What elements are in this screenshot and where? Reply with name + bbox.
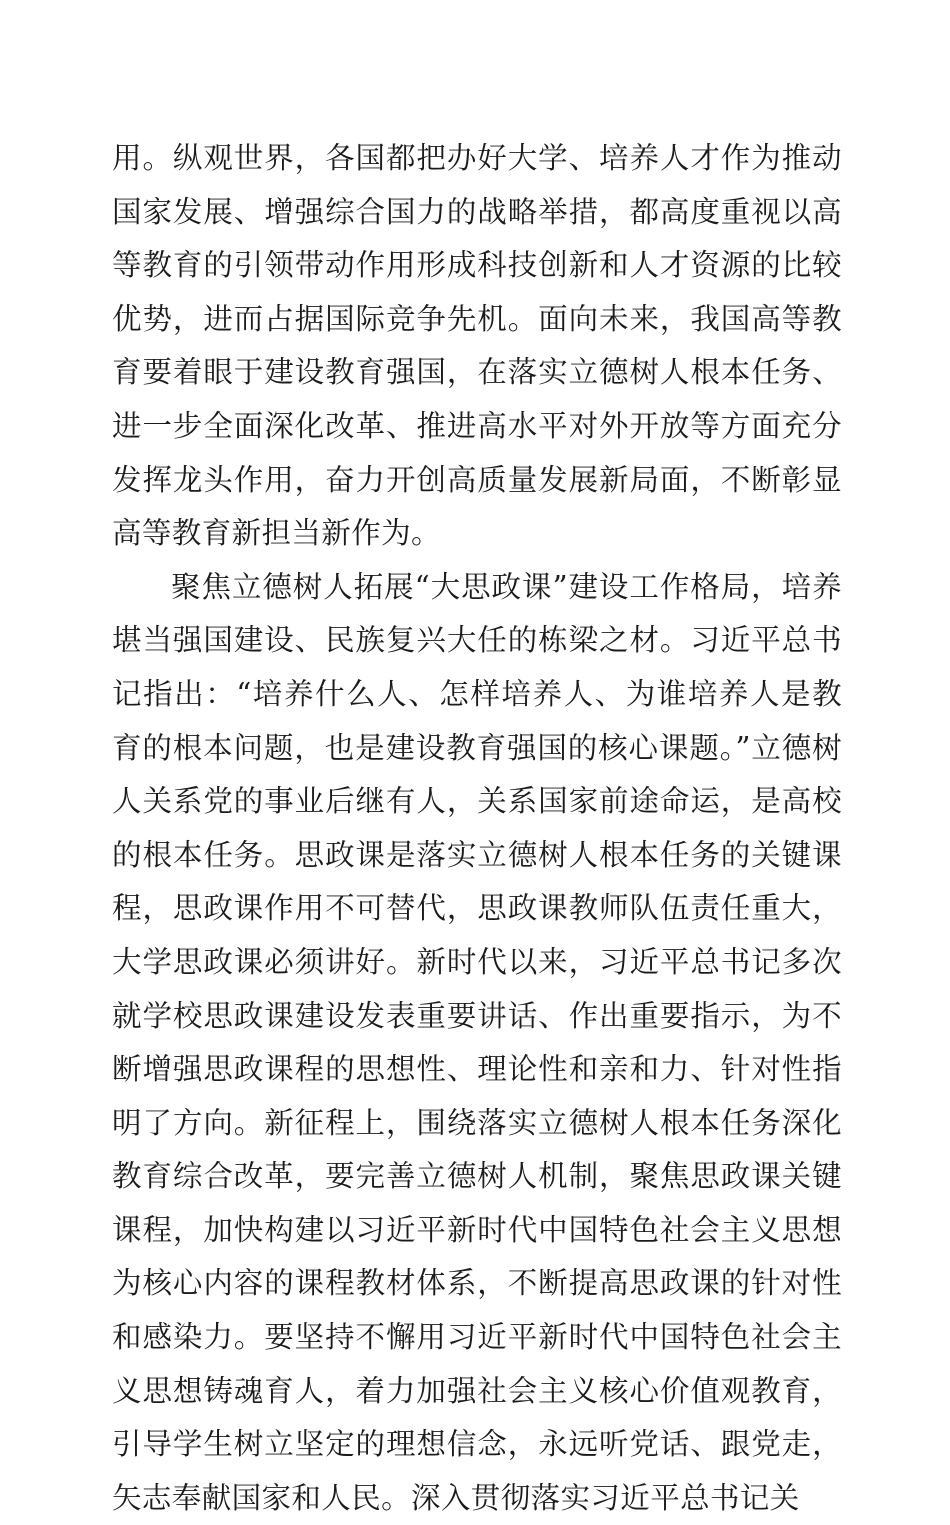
paragraph-1: 用。纵观世界，各国都把办好大学、培养人才作为推动国家发展、增强综合国力的战略举措，都高度重视以高等教育的引领带动作用形成科技创新和人才资源的比较优势，进而占据国际竞争先机。面向未来，我国高等教育要着眼于建设教育强国，在落实立德树人根本任务、进一步全面深化改革、推进高水平对外开放等方面充分发挥龙头作用，奋力开创高质量发展新局面，不断彰显高等教育新担当新作为。 [112,141,842,551]
document-body [112,132,842,1525]
paragraph-2: 聚焦立德树人拓展“大思政课”建设工作格局，培养堪当强国建设、民族复兴大任的栋梁之材。习近平总书记指出：“培养什么人、怎样培养人、为谁培养人是教育的根本问题，也是建设教育强国的核心课题。”立德树人关系党的事业后继有人，关系国家前途命运，是高校的根本任务。思政课是落实立德树人根本任务的关键课程，思政课作用不可替代，思政课教师队伍责任重大，大学思政课必须讲好。新时代以来，习近平总书记多次就学校思政课建设发表重要讲话、作出重要指示，为不断增强思政课程的思想性、理论性和亲和力、针对性指明了方向。新征程上，围绕落实立德树人根本任务深化教育综合改革，要完善立德树人机制，聚焦思政课关键课程，加快构建以习近平新时代中国特色社会主义思想为核心内容的课程教材体系，不断提高思政课的针对性和感染力。要坚持不懈用习近平新时代中国特色社会主义思想铸魂育人，着力加强社会主义核心价值观教育，引导学生树立坚定的理想信念，永远听党话、跟党走，矢志奉献国家和人民。深入贯彻落实习近平总书记关 [112,569,842,1515]
